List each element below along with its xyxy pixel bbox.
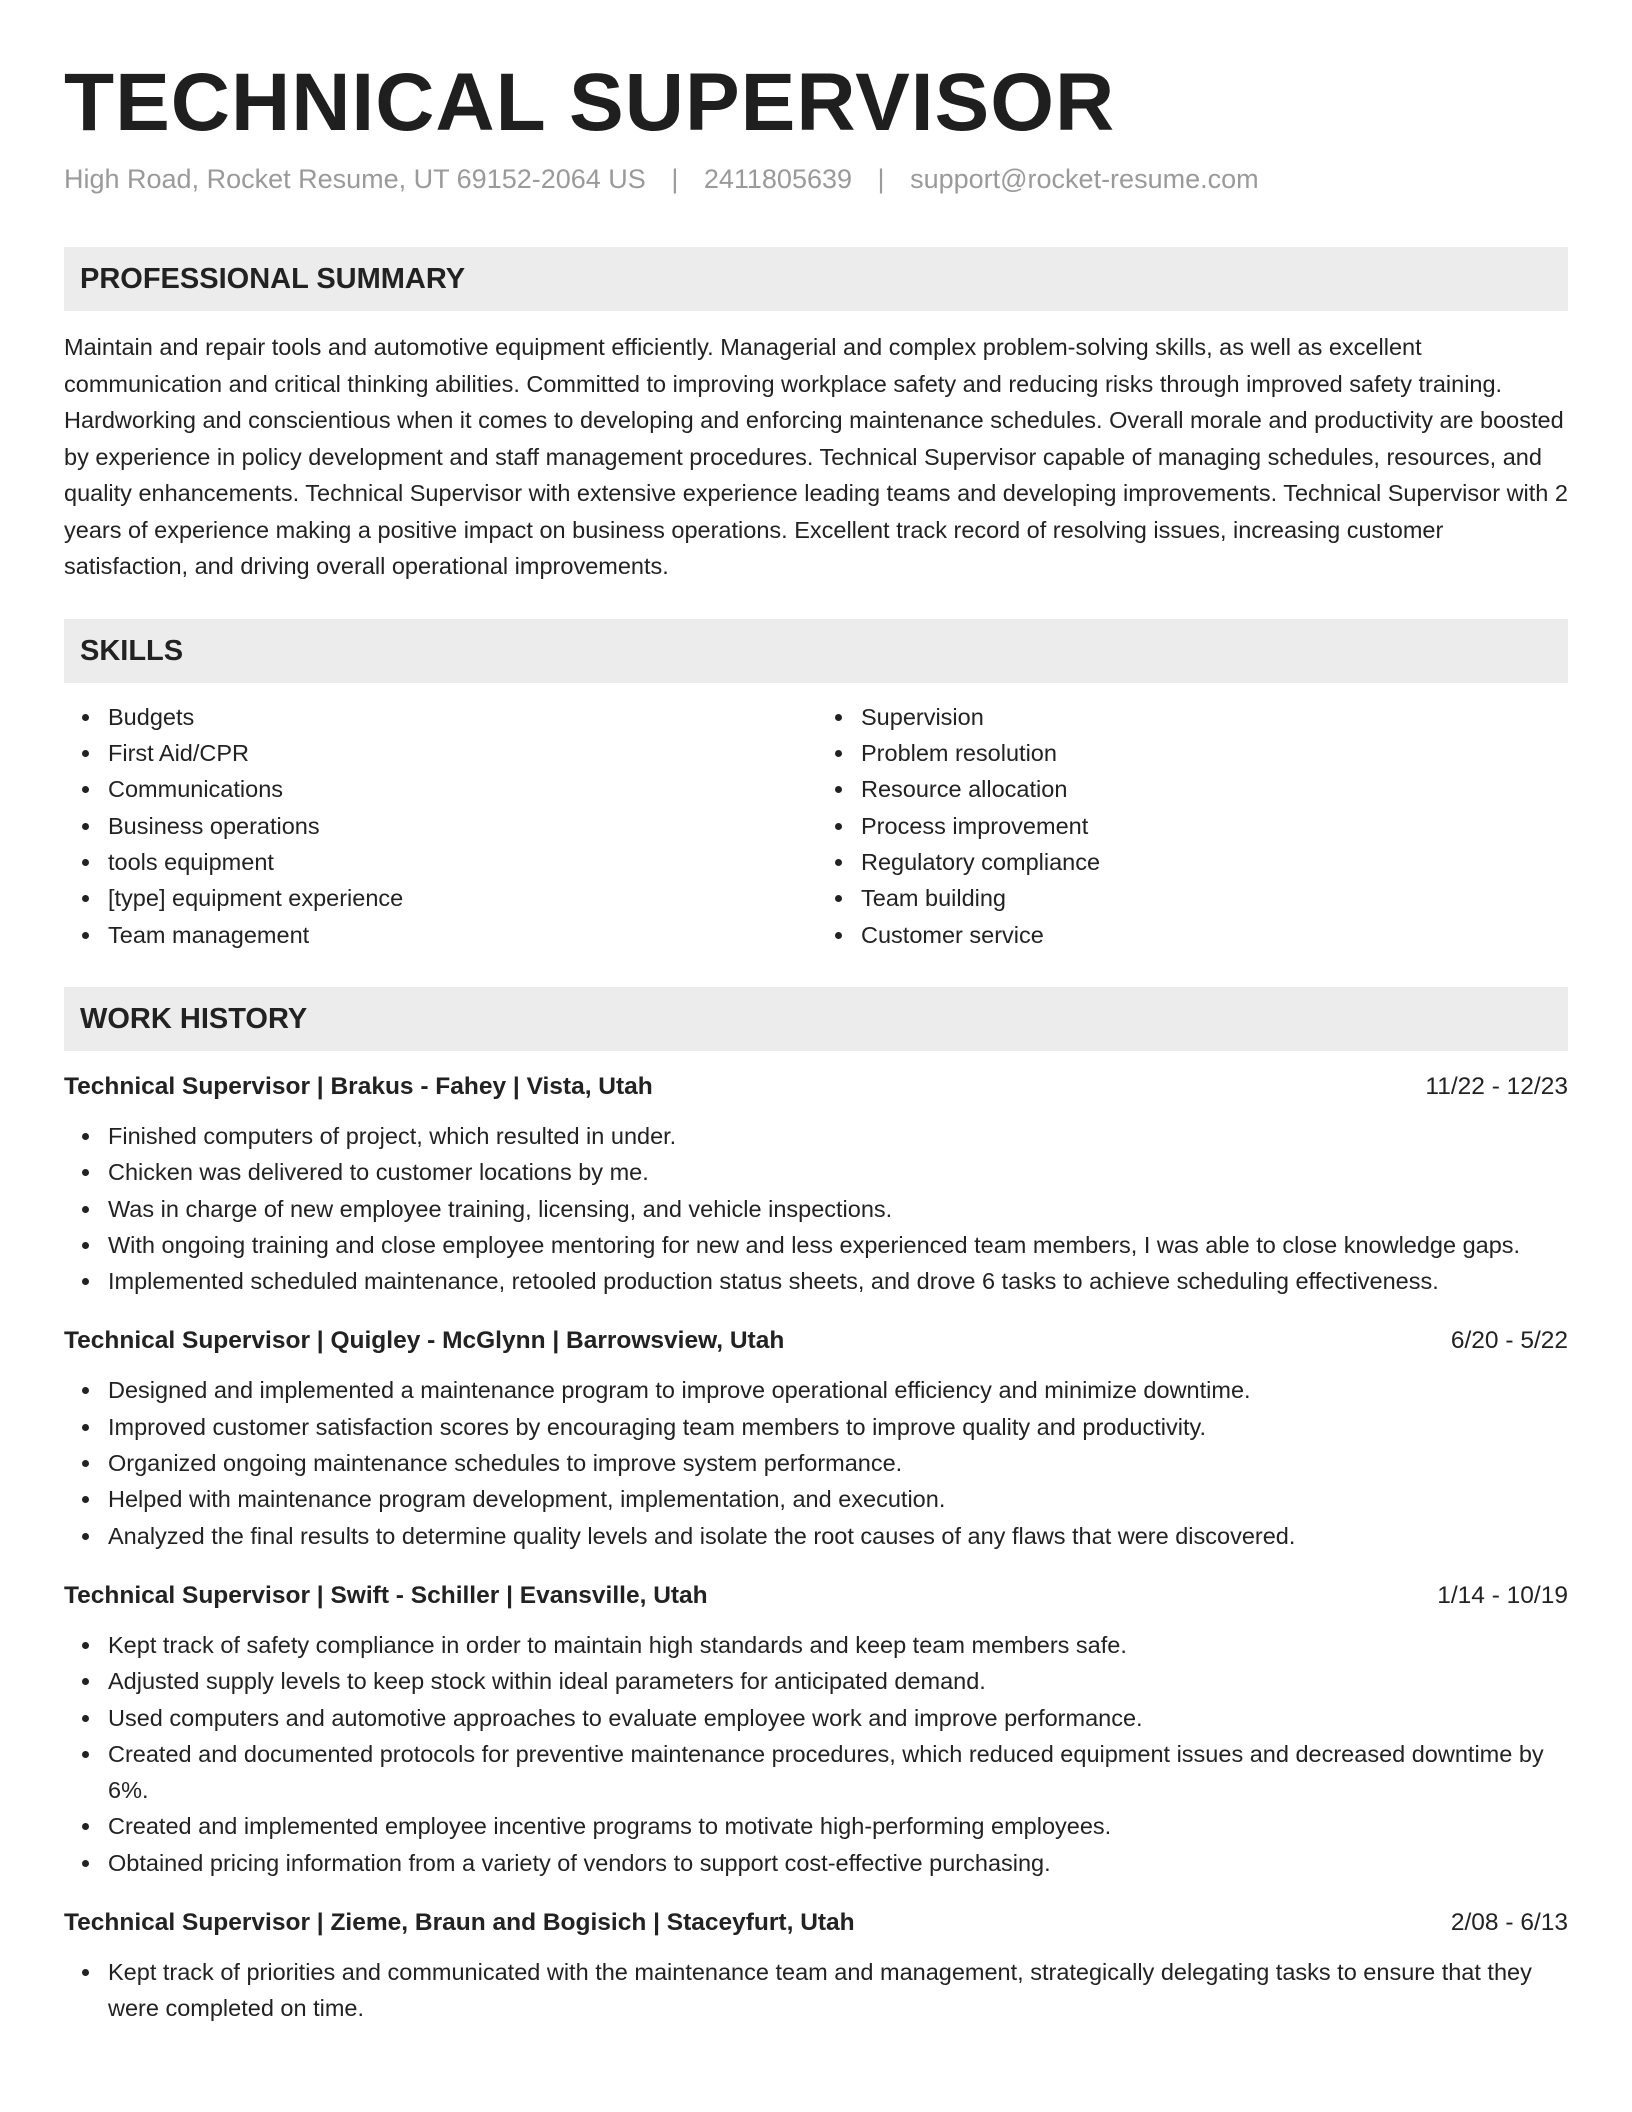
skill-item: Communications [108, 771, 815, 807]
skills-column-left [64, 699, 815, 953]
job-dates: 2/08 - 6/13 [1450, 1909, 1568, 1937]
job-title: Technical Supervisor | Brakus - Fahey | Vista, Utah [64, 1072, 653, 1100]
job-bullet: With ongoing training and close employee mentoring for new and less experienced team members, I was able to close knowledge gaps. [108, 1227, 1568, 1263]
job-bullet: Obtained pricing information from a variety of vendors to support cost-effective purchasing. [108, 1845, 1568, 1881]
job-dates: 6/20 - 5/22 [1450, 1327, 1568, 1355]
skill-item: tools equipment [108, 844, 815, 880]
work-history-list [64, 1069, 1568, 2027]
work-history-heading: WORK HISTORY [64, 987, 1568, 1051]
skill-item: Resource allocation [861, 771, 1568, 807]
job-dates: 11/22 - 12/23 [1425, 1072, 1568, 1100]
job-title: Technical Supervisor | Swift - Schiller | Evansville, Utah [64, 1581, 708, 1609]
skill-item: Supervision [861, 699, 1568, 735]
contact-separator: | [671, 164, 679, 195]
summary-text: Maintain and repair tools and automotive equipment efficiently. Managerial and complex problem-solving skills, as well as excellent communication and critical thinking abilities. Committed to improving workplace safety and reducing risks through improved safety training. Hardworking and conscientious when it comes to developing and enforcing maintenance schedules. Overall morale and productivity are boosted by experience in policy development and staff management procedures. Technical Supervisor capable of managing schedules, resources, and quality enhancements. Technical Supervisor with extensive experience leading teams and developing improvements. Technical Supervisor with 2 years of experience making a positive impact on business operations. Excellent track record of resolving issues, increasing customer satisfaction, and driving overall operational improvements. [64, 334, 1568, 580]
job-header [64, 1323, 1568, 1359]
job-bullet: Created and documented protocols for preventive maintenance procedures, which reduced equipment issues and decreased downtime by 6%. [108, 1736, 1568, 1809]
job-entry [64, 1323, 1568, 1553]
skill-item: Process improvement [861, 808, 1568, 844]
job-entry [64, 1069, 1568, 1299]
job-bullet: Chicken was delivered to customer locations by me. [108, 1154, 1568, 1190]
job-bullet: Improved customer satisfaction scores by encouraging team members to improve quality and productivity. [108, 1409, 1568, 1445]
address: High Road, Rocket Resume, UT 69152-2064 US [64, 164, 646, 195]
job-header [64, 1069, 1568, 1105]
skill-item: Team management [108, 917, 815, 953]
job-bullet: Adjusted supply levels to keep stock within ideal parameters for anticipated demand. [108, 1663, 1568, 1699]
skill-item: Customer service [861, 917, 1568, 953]
job-bullet: Helped with maintenance program development, implementation, and execution. [108, 1481, 1568, 1517]
job-bullet: Used computers and automotive approaches to evaluate employee work and improve performance. [108, 1700, 1568, 1736]
job-header [64, 1578, 1568, 1614]
job-bullets [64, 1372, 1568, 1553]
summary-heading: PROFESSIONAL SUMMARY [64, 247, 1568, 311]
job-header [64, 1905, 1568, 1941]
contact-separator: | [877, 164, 885, 195]
contact-line [64, 162, 1568, 197]
phone: 2411805639 [703, 164, 853, 195]
job-bullet: Finished computers of project, which resulted in under. [108, 1118, 1568, 1154]
job-bullet: Was in charge of new employee training, licensing, and vehicle inspections. [108, 1191, 1568, 1227]
job-bullets [64, 1118, 1568, 1299]
skill-item: Business operations [108, 808, 815, 844]
job-bullets [64, 1627, 1568, 1881]
skill-item: Problem resolution [861, 735, 1568, 771]
candidate-name: TECHNICAL SUPERVISOR [64, 57, 1116, 148]
job-bullet: Designed and implemented a maintenance program to improve operational efficiency and minimize downtime. [108, 1372, 1568, 1408]
job-bullet: Kept track of safety compliance in order to maintain high standards and keep team members safe. [108, 1627, 1568, 1663]
job-entry [64, 1578, 1568, 1881]
skill-item: Regulatory compliance [861, 844, 1568, 880]
job-bullet: Analyzed the final results to determine quality levels and isolate the root causes of any flaws that were discovered. [108, 1518, 1568, 1554]
skills-heading: SKILLS [64, 619, 1568, 683]
job-title: Technical Supervisor | Quigley - McGlynn | Barrowsview, Utah [64, 1327, 785, 1355]
skill-item: Team building [861, 880, 1568, 916]
job-bullet: Implemented scheduled maintenance, retooled production status sheets, and drove 6 tasks to achieve scheduling effectiveness. [108, 1263, 1568, 1299]
skill-item: Budgets [108, 699, 815, 735]
job-bullet: Created and implemented employee incentive programs to motivate high-performing employees. [108, 1808, 1568, 1844]
job-bullet: Organized ongoing maintenance schedules to improve system performance. [108, 1445, 1568, 1481]
job-bullet: Kept track of priorities and communicated with the maintenance team and management, strategically delegating tasks to ensure that they were completed on time. [108, 1954, 1568, 2027]
job-entry [64, 1905, 1568, 2027]
skill-item: [type] equipment experience [108, 880, 815, 916]
job-title: Technical Supervisor | Zieme, Braun and Bogisich | Staceyfurt, Utah [64, 1909, 855, 1937]
job-dates: 1/14 - 10/19 [1437, 1581, 1568, 1609]
job-bullets [64, 1954, 1568, 2027]
skill-item: First Aid/CPR [108, 735, 815, 771]
skills-column-right [815, 699, 1568, 953]
email: support@rocket-resume.com [910, 164, 1259, 195]
skills-list [64, 699, 1568, 953]
